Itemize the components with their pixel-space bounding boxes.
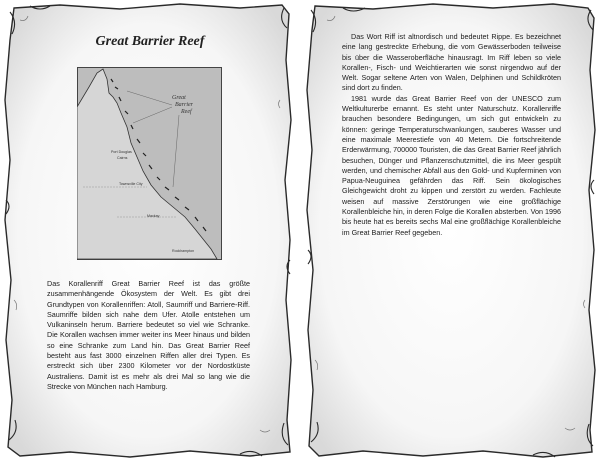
map-label-port-douglas: Port Douglas bbox=[111, 150, 132, 154]
paragraph: 1981 wurde das Great Barrier Reef von der UNESCO zum Weltkulturerbe ernannt. Es steht unter Naturschutz. Korallenriffe brauchen besondere Bedingungen, um sich gut entwickeln zu können: geringe Temperaturschwankungen, sauberes Wasser und eine maximale Meerestiefe von 40 Metern. Die fortschreitende Erderwärmung, 700000 Touristen, die das Great Barrier Reef jährlich besuchen, Dünger und Pflanzenschutzmittel, die ins Meer gespült werden, und chemischer Abfall aus den Gold- und Kupferminen von Papua-Neuguinea gefährden das Riff. Sein ökologisches Gleichgewicht droht zu kippen und zerstört zu werden. Fachleute weisen auf massive Zerstörungen wie eine großflächige Korallenbleiche hin, in deren Folge die Korallen absterben. Von 1996 bis heute hat es bereits sechs Mal eine großflächige Korallenbleiche im Great Barrier Reef gegeben. bbox=[342, 93, 561, 237]
right-page bbox=[303, 0, 600, 461]
right-body-text bbox=[342, 32, 561, 238]
map-label-cairns: Cairns bbox=[117, 156, 128, 160]
reef-map bbox=[77, 67, 222, 260]
map-label-townsville: Townsville City bbox=[119, 182, 143, 186]
map-label-rockhampton: Rockhampton bbox=[172, 249, 195, 253]
left-body-text bbox=[47, 279, 250, 392]
paragraph: Das Wort Riff ist altnordisch und bedeutet Rippe. Es bezeichnet eine lang gestreckte Erhebung, die vom Gewässerboden teilweise bis über die Wasseroberfläche hinausragt. Im Riff leben so viele Korallen-, Fisch- und Weichtierarten wie sonst nirgendwo auf der Welt. Sogar seltene Arten von Walen, Delphinen und Schildkröten sind dort zu finden. bbox=[342, 32, 561, 93]
paragraph: Das Korallenriff Great Barrier Reef ist das größte zusammenhängende Ökosystem der Welt. Es gibt drei Grundtypen von Korallenriffen: Atoll, Saumriff und Barriere-Riff. Saumriffe bilden sich nahe dem Ufer. Atolle entstehen um Vulkaninseln herum. Barriere bedeutet so viel wie Schranke. Die Korallen wachsen immer weiter ins Meer hinaus und bilden so eine Schranke zum Land hin. Das Great Barrier Reef besteht aus fast 3000 einzelnen Riffen aller drei Typen. Es erstreckt sich über 2300 Kilometer vor der Nordostküste Australiens. Damit ist es mehr als drei Mal so lang wie die Strecke von München nach Hamburg. bbox=[47, 279, 250, 391]
page-title: Great Barrier Reef bbox=[95, 34, 205, 49]
map-label-great: Great bbox=[172, 95, 186, 101]
map-label-reef: Reef bbox=[181, 109, 192, 115]
map-label-mackay: Mackay bbox=[147, 214, 160, 218]
map-label-barrier: Barrier bbox=[175, 102, 193, 108]
left-page bbox=[0, 0, 295, 461]
page-gutter bbox=[295, 0, 303, 461]
